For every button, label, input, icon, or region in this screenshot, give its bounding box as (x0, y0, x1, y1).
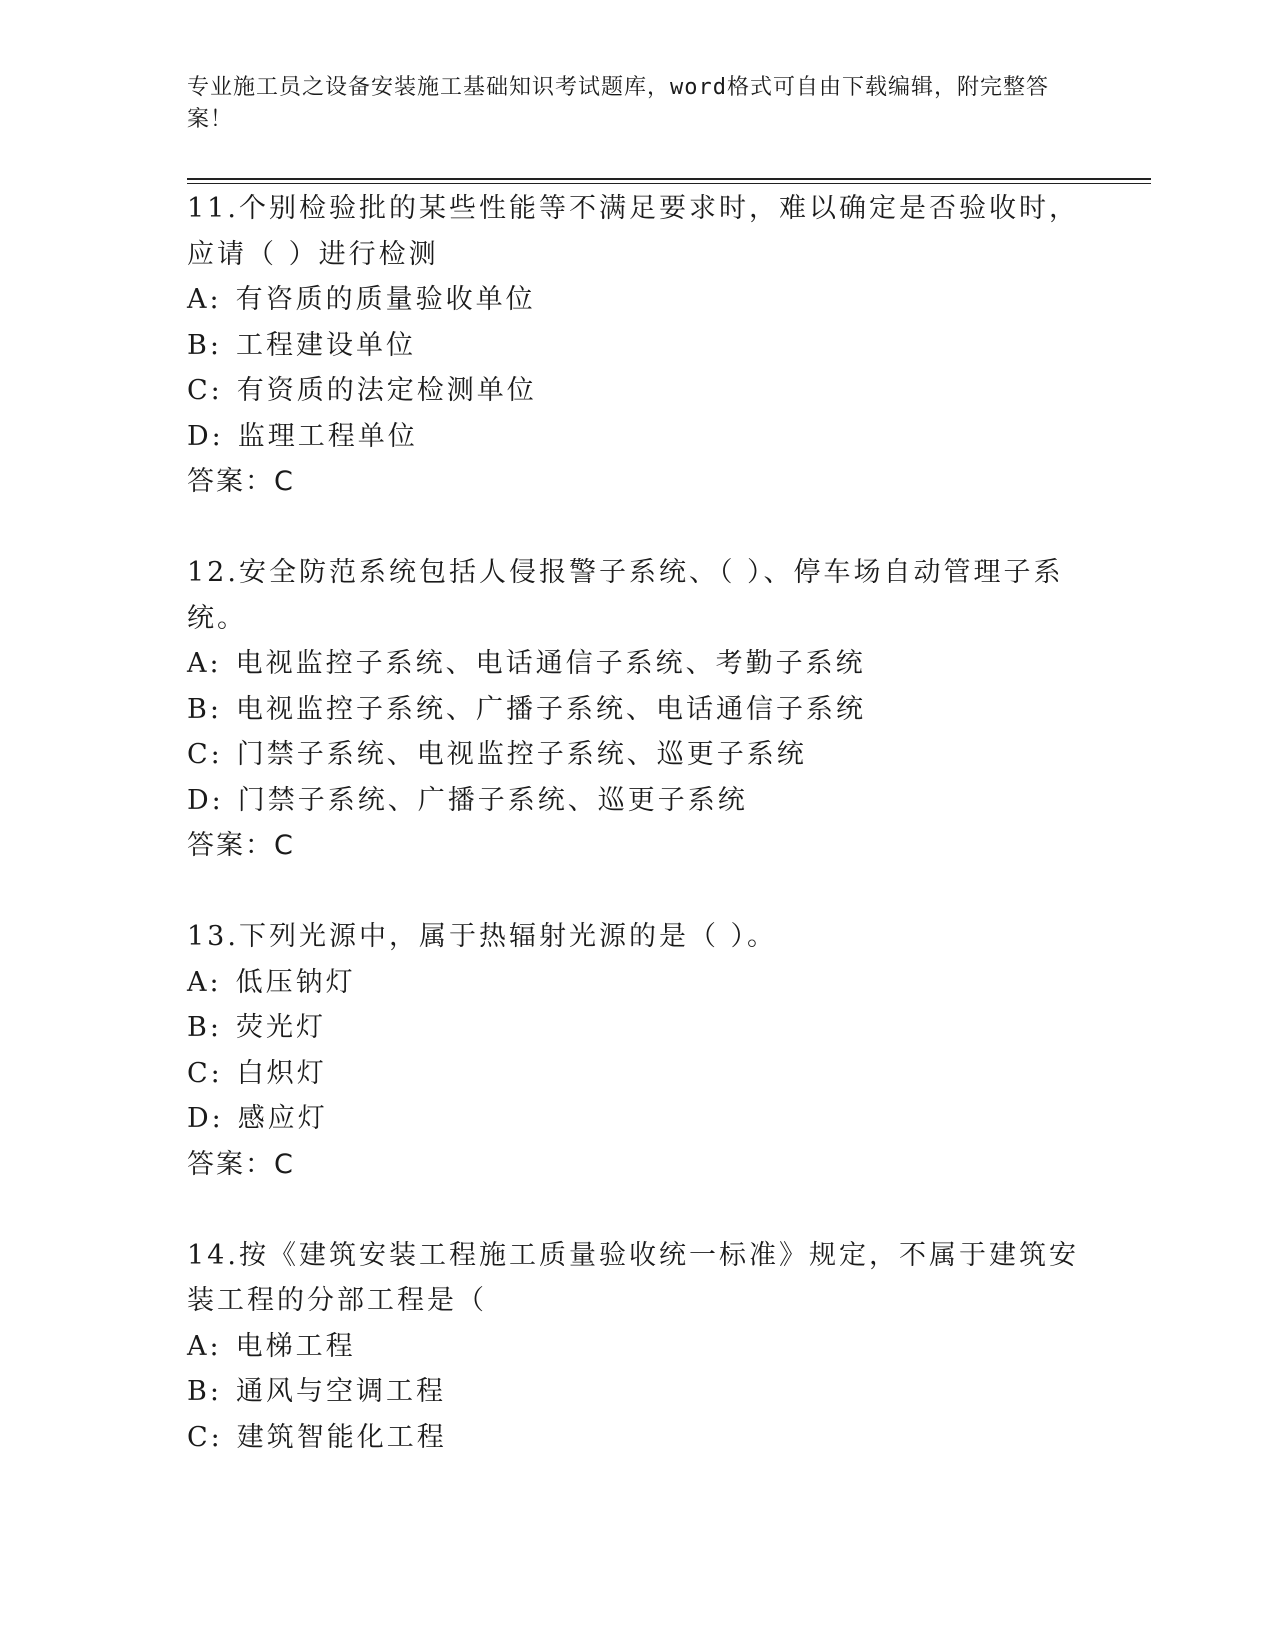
question-14 (187, 1233, 1087, 1461)
header-divider-thin (187, 183, 1151, 184)
option-letter: B: (187, 693, 222, 725)
option-text: 低压钠灯 (235, 966, 356, 998)
option-letter: B: (187, 1012, 222, 1043)
answer-line: 答案：C (187, 466, 295, 497)
option-letter: A: (187, 1330, 222, 1362)
option-text: 门禁子系统、广播子系统、巡更子系统 (237, 784, 748, 816)
option-text: 门禁子系统、电视监控子系统、巡更子系统 (236, 739, 807, 770)
answer-line: 答案：C (187, 1148, 295, 1180)
option-letter: A: (187, 648, 222, 679)
document-header: 专业施工员之设备安装施工基础知识考试题库，word格式可自由下载编辑，附完整答案！ (187, 75, 1049, 132)
header-divider-thick (187, 178, 1151, 180)
option-text: 电梯工程 (235, 1330, 356, 1362)
option-b (187, 1369, 1087, 1415)
option-b (187, 323, 1087, 369)
question-12 (187, 550, 1087, 869)
question-13 (187, 914, 1087, 1187)
option-letter: B: (187, 329, 222, 361)
option-b (187, 687, 1087, 733)
option-letter: C: (187, 1421, 223, 1453)
question-stem: 12.安全防范系统包括人侵报警子系统、（ ）、停车场自动管理子系统。 (187, 557, 1064, 634)
option-c (187, 732, 1087, 778)
option-a (187, 1324, 1087, 1370)
option-text: 荧光灯 (235, 1012, 326, 1043)
question-list (187, 186, 1087, 1460)
option-letter: A: (187, 966, 222, 998)
option-text: 通风与空调工程 (235, 1376, 446, 1407)
option-text: 工程建设单位 (235, 329, 416, 361)
option-d (187, 1096, 1087, 1142)
option-text: 监理工程单位 (237, 420, 418, 452)
option-c (187, 368, 1087, 414)
option-c (187, 1051, 1087, 1097)
option-letter: B: (187, 1376, 222, 1407)
question-stem: 14.按《建筑安装工程施工质量验收统一标准》规定，不属于建筑安装工程的分部工程是（ (187, 1239, 1079, 1316)
option-text: 电视监控子系统、广播子系统、电话通信子系统 (235, 693, 866, 725)
option-text: 有咨质的质量验收单位 (235, 284, 536, 315)
option-letter: C: (187, 375, 223, 406)
option-text: 电视监控子系统、电话通信子系统、考勤子系统 (235, 648, 866, 679)
option-letter: C: (187, 1057, 223, 1089)
option-a (187, 277, 1087, 323)
option-letter: D: (187, 420, 224, 452)
option-d (187, 778, 1087, 824)
question-stem: 13.下列光源中，属于热辐射光源的是（ ）。 (187, 921, 778, 952)
option-letter: D: (187, 784, 224, 816)
option-letter: D: (187, 1103, 224, 1134)
option-text: 感应灯 (237, 1103, 328, 1134)
option-a (187, 641, 1087, 687)
question-11 (187, 186, 1087, 505)
option-a (187, 960, 1087, 1006)
question-stem: 11.个别检验批的某些性能等不满足要求时，难以确定是否验收时，应请（ ）进行检测 (187, 193, 1079, 270)
option-c (187, 1415, 1087, 1461)
option-d (187, 414, 1087, 460)
option-letter: C: (187, 739, 223, 770)
option-text: 建筑智能化工程 (236, 1421, 447, 1453)
option-letter: A: (187, 284, 222, 315)
option-text: 白炽灯 (236, 1057, 327, 1089)
option-text: 有资质的法定检测单位 (236, 375, 537, 406)
answer-line: 答案：C (187, 830, 295, 861)
option-b (187, 1005, 1087, 1051)
